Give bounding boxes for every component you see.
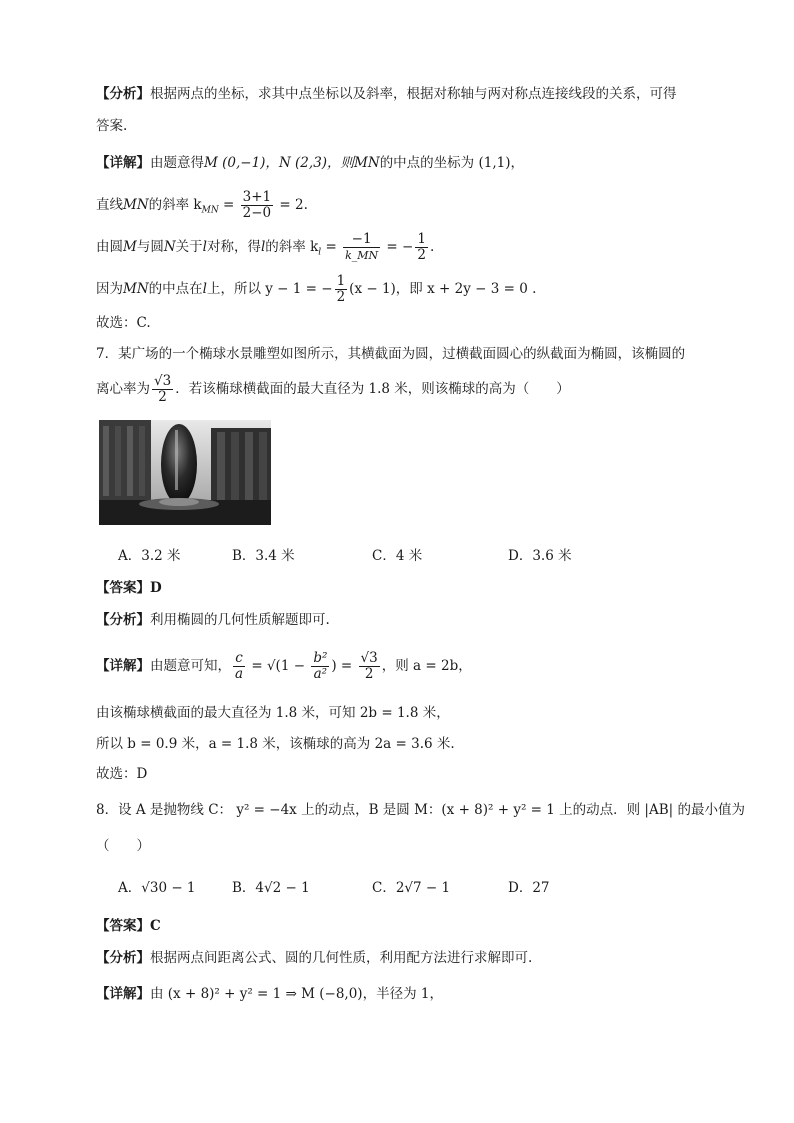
line-l: l [202,281,207,297]
denominator: 2 [364,666,374,682]
detail-7-line-1 [96,648,714,684]
numerator: 3+1 [242,189,272,205]
analysis-text: 利用椭圆的几何性质解题即可. [150,612,330,628]
text: ，则 a = 2b， [381,658,472,674]
analysis-tag: 【分析】 [96,612,150,628]
denominator: k_MN [345,249,379,262]
detail-8 [96,984,714,1004]
numerator: 1 [336,273,346,289]
option-a[interactable]: A．√30 − 1 [118,880,196,896]
point-n: N (2,3)，则 [278,155,355,171]
analysis-line-cont: 答案. [96,118,128,134]
subscript: l [318,247,322,258]
detail-line-2 [96,190,714,226]
eccentricity-fraction [152,374,173,405]
fraction [359,651,380,682]
analysis-text: 根据两点间距离公式、圆的几何性质，利用配方法进行求解即可. [150,950,533,966]
text: 的中点在 [148,281,203,297]
detail-7-line-4: 故选：D [96,766,148,782]
analysis-line [96,84,714,104]
line-l: l [260,239,266,255]
segment-mn: MN [354,155,380,171]
answer-7: 【答案】D [96,580,162,596]
option-b[interactable]: B．3.4 米 [232,548,295,564]
denominator: 2−0 [242,205,272,221]
denominator: a [235,666,244,682]
option-c[interactable]: C．2√7 − 1 [372,880,451,896]
option-a[interactable]: A．3.2 米 [118,548,181,564]
sculpture-photo [99,420,271,525]
text: 与圆 [136,239,164,255]
equals: = − [382,239,414,255]
question-8-line-1: 8．设 A 是抛物线 C： y² = −4x 上的动点，B 是圆 M：(x + 8)² + y² = 1 上的动点．则 |AB| 的最小值为 [96,802,745,818]
text: 关于 [175,239,203,255]
segment-mn: MN [123,281,149,297]
fraction [343,232,380,263]
segment-mn: MN [123,197,149,213]
detail-tag: 【详解】 [96,155,150,171]
text: (x − 1)，即 x + 2y − 3 = 0 . [349,281,537,297]
detail-text: 由题意得 [150,155,204,171]
midpoint-text: 的中点的坐标为 (1,1)， [379,155,524,171]
analysis-tag: 【分析】 [96,86,150,102]
fraction [233,651,245,682]
numerator: 1 [417,231,426,247]
numerator: b² [313,650,328,666]
answer-8: 【答案】C [96,918,161,934]
detail-7-line-3: 所以 b = 0.9 米，a = 1.8 米，该椭球的高为 2a = 3.6 米. [96,736,455,752]
numerator: √3 [360,650,378,666]
analysis-8 [96,948,714,968]
numerator: −1 [343,232,380,248]
numerator: c [233,651,245,667]
analysis-tag: 【分析】 [96,950,150,966]
choice-line: 故选：C. [96,315,151,331]
text: 的斜率 k [148,197,202,213]
question-8-line-2: （ ） [96,838,150,854]
text: 上，所以 y − 1 = − [206,281,333,297]
denominator: 2 [417,247,426,263]
circle-m: M [123,239,137,255]
analysis-text: 根据两点的坐标，求其中点坐标以及斜率，根据对称轴与两对称点连接线段的关系，可得 [150,86,677,102]
result: = 2. [275,197,308,213]
equals: = [321,239,342,255]
circle-n: N [163,239,176,255]
detail-tag: 【详解】 [96,986,150,1002]
equals: = [218,197,239,213]
denominator: 2 [336,289,346,305]
point-m: M (0,−1)， [204,155,279,171]
question-7-line-2 [96,372,714,406]
subscript: MN [201,205,219,216]
detail-tag: 【详解】 [96,658,150,674]
text: ) = [331,658,357,674]
sculpture-illustration [99,420,271,525]
question-7-options [118,544,738,564]
fraction [311,651,329,682]
question-7-line-1: 7．某广场的一个椭球水景雕塑如图所示，其横截面为圆，过横截面圆心的纵截面为椭圆，该椭圆的 [96,346,686,362]
denominator: 2 [158,389,167,405]
option-b[interactable]: B．4√2 − 1 [232,880,310,896]
detail-text: 由 (x + 8)² + y² = 1 ⇒ M (−8,0)，半径为 1， [150,986,443,1002]
fraction [335,274,348,305]
text: = √(1 − [247,658,310,674]
text: 对称，得 [206,239,261,255]
text: 直线 [96,197,123,213]
option-d[interactable]: D．3.6 米 [508,548,572,564]
option-d[interactable]: D．27 [508,880,550,896]
text: 由题意可知， [150,658,231,674]
text: 的斜率 k [265,239,319,255]
denominator: a² [313,666,328,682]
numerator: √3 [154,373,172,389]
option-c[interactable]: C．4 米 [372,548,423,564]
period: . [429,239,435,255]
question-8-options [118,876,738,896]
slope-fraction [241,190,274,221]
text: 因为 [96,281,123,297]
detail-line-4 [96,274,714,305]
fraction [415,232,428,263]
text: 由圆 [96,239,123,255]
analysis-7 [96,610,714,630]
detail-line-1 [96,153,714,173]
text: ．若该椭球横截面的最大直径为 1.8 米，则该椭球的高为（ ） [175,381,570,397]
detail-7-line-2: 由该椭球横截面的最大直径为 1.8 米，可知 2b = 1.8 米， [96,705,450,721]
line-l: l [202,239,207,255]
detail-line-3 [96,232,714,268]
text: 离心率为 [96,381,150,397]
